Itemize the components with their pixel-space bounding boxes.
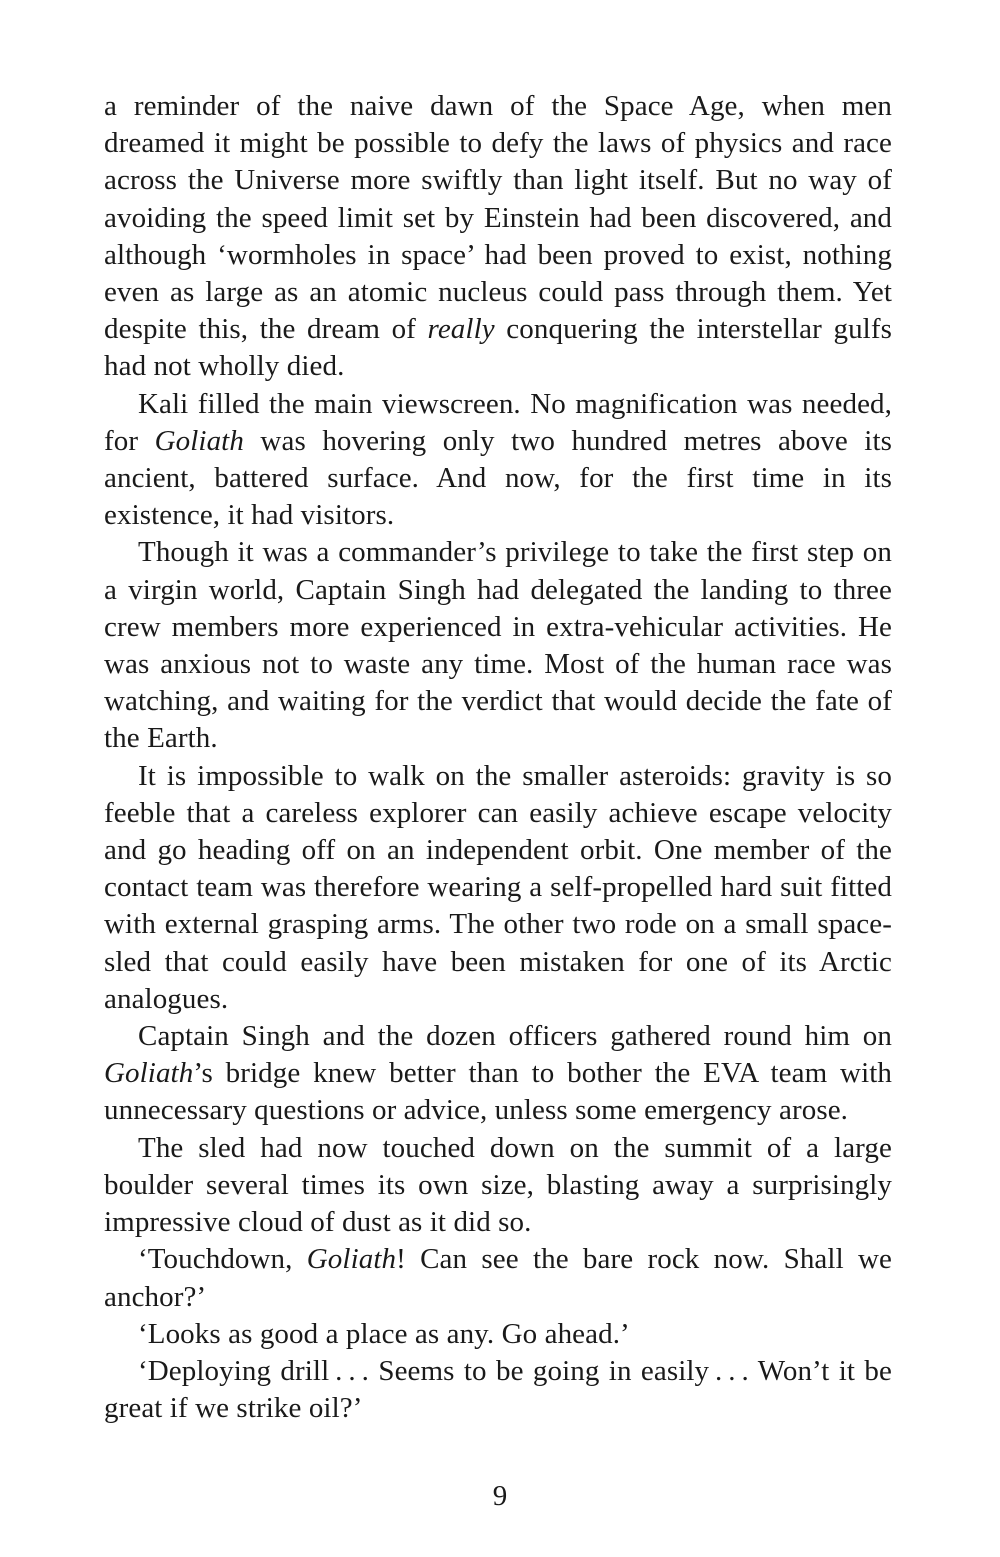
paragraph-7-text-b: ! Can see the bare rock now. Shall we anchor?’ [104,1243,892,1313]
paragraph-5 [104,1018,892,1130]
page-number: 9 [492,1480,508,1512]
paragraph-6-text: The sled had now touched down on the summit of a large boulder several times its own size, blasting away a surprisingly impressive cloud of dust as it did so. [104,1131,892,1239]
paragraph-5-text-a: Captain Singh and the dozen officers gathered round him on [138,1020,892,1053]
paragraph-2-text-b: was hovering only two hundred metres above its ancient, battered surface. And now, for the first time in its existence, it had visitors. [104,424,892,532]
paragraph-8 [104,1316,892,1353]
paragraph-1-text-a: a reminder of the naive dawn of the Space Age, when men dreamed it might be possible to defy the laws of physics and race across the Universe more swiftly than light itself. But no way of avoiding the speed limit set by Einstein had been discovered, and although ‘wormholes in space’ had been proved to exist, nothing even as large as an atomic nucleus could pass through them. Yet despite this, the dream of [104,90,892,346]
paragraph-2-italic-goliath: Goliath [154,424,244,457]
paragraph-4 [104,758,892,1018]
paragraph-3-text: Though it was a commander’s privilege to take the first step on a virgin world, Captain Singh had delegated the landing to three crew members more experienced in extra-vehicular activities. He was anxious not to waste any time. Most of the human race was watching, and waiting for the verdict that would decide the fate of the Earth. [104,536,892,755]
paragraph-1-italic-really: really [427,313,495,346]
paragraph-9 [104,1353,892,1427]
paragraph-7-italic-goliath: Goliath [306,1243,397,1276]
paragraph-4-text: It is impossible to walk on the smaller asteroids: gravity is so feeble that a careless explorer can easily achieve escape velocity and go heading off on an independent orbit. One member of the contact team was therefore wearing a self-propelled hard suit fitted with external grasping arms. The other two rode on a small space-sled that could easily have been mistaken for one of its Arctic analogues. [104,759,892,1015]
paragraph-7 [104,1241,892,1315]
paragraph-6 [104,1130,892,1242]
paragraph-8-text: ‘Looks as good a place as any. Go ahead.’ [138,1317,630,1350]
paragraph-5-italic-goliath: Goliath [104,1057,194,1090]
paragraph-2-text-a: Kali filled the main viewscreen. No magnification was needed, for [104,387,892,457]
paragraph-5-text-b: ’s bridge knew better than to bother the EVA team with unnecessary questions or advice, unless some emergency arose. [104,1057,892,1127]
paragraph-1-text-b: conquering the interstellar gulfs had not wholly died. [104,313,892,383]
page-body [104,88,892,1427]
paragraph-7-text-a: ‘Touchdown, [138,1243,307,1276]
paragraph-1 [104,88,892,386]
paragraph-9-text: ‘Deploying drill . . . Seems to be going in easily . . . Won’t it be great if we strike oil?’ [104,1354,892,1425]
paragraph-3 [104,534,892,757]
paragraph-2 [104,386,892,535]
